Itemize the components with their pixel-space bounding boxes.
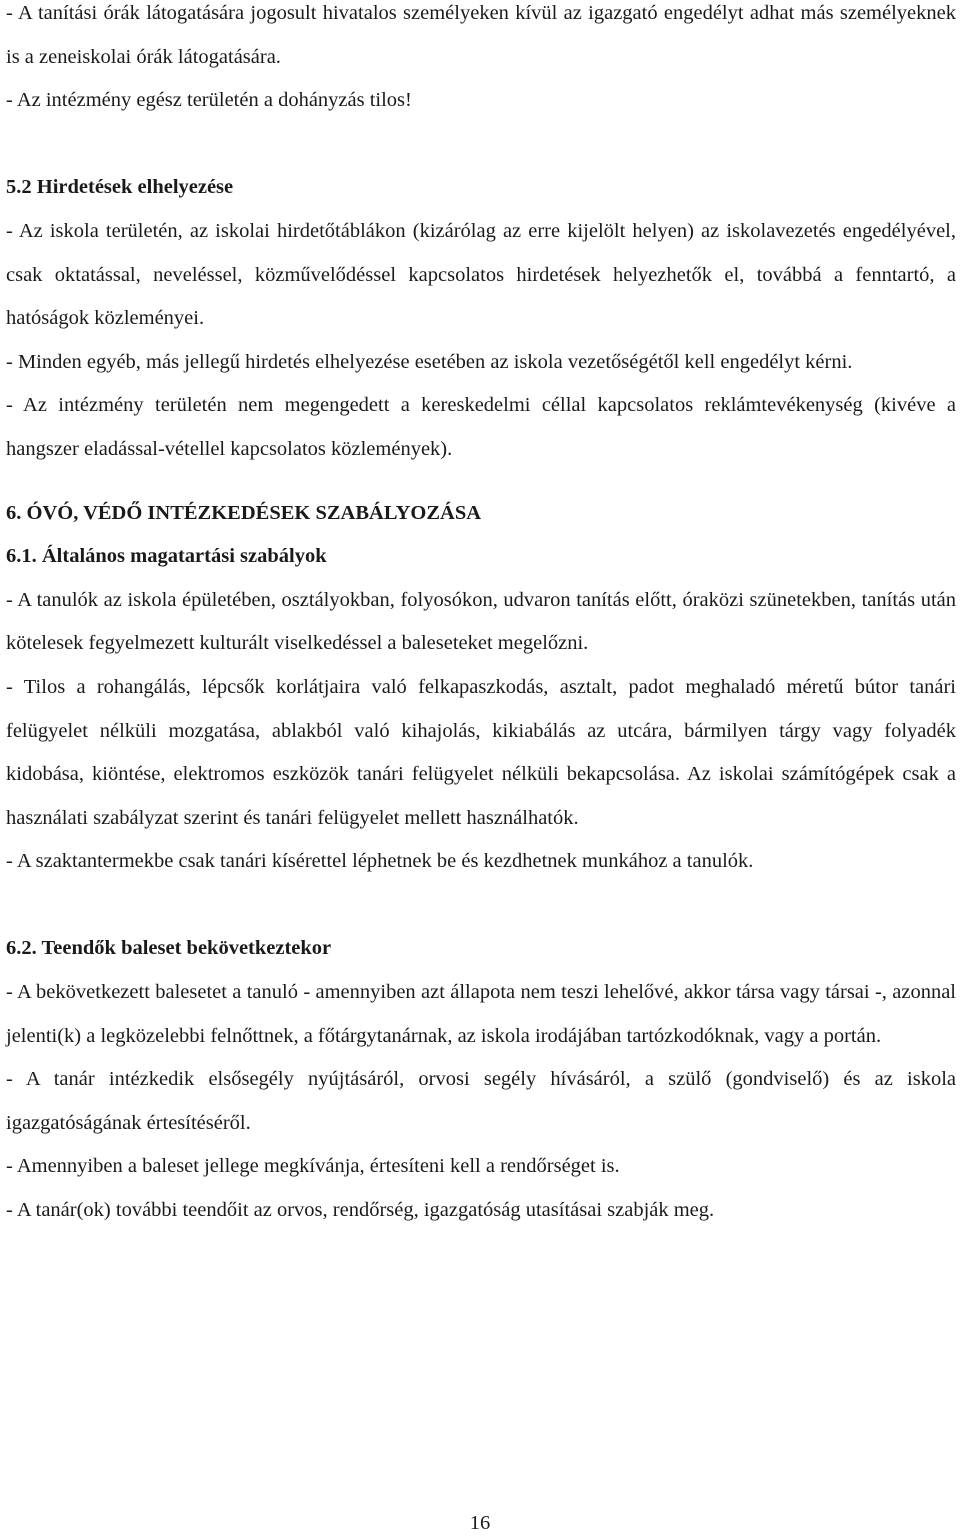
- spacer: [6, 472, 956, 492]
- section-5-2-paragraph-2: - Minden egyéb, más jellegű hirdetés elhelyezése esetében az iskola vezetőségétől kell engedélyt kérni.: [6, 350, 853, 373]
- section-6-2-paragraph-1: - A bekövetkezett balesetet a tanuló - amennyiben azt állapota nem teszi lehelővé, akkor társa vagy társai -, azonnal jelenti(k) a legközelebbi felnőttnek, a főtárgytanárnak, az iskola irodájában tartózkodóknak, vagy a portán.: [6, 981, 956, 1047]
- section-5-2-paragraph-1: - Az iskola területén, az iskolai hirdetőtáblákon (kizárólag az erre kijelölt helyen) az iskolavezetés engedélyével, csak oktatással, neveléssel, közművelődéssel kapcsolatos hirdetések helyezhetők el, továbbá a fenntartó, a hatóságok közleményei.: [6, 219, 956, 330]
- section-6-1-paragraph-3: - A szaktantermekbe csak tanári kísérettel léphetnek be és kezdhetnek munkához a tanulók.: [6, 850, 754, 873]
- section-6-2-paragraph-2: - A tanár intézkedik elsősegély nyújtásáról, orvosi segély hívásáról, a szülő (gondviselő) és az iskola igazgatóságának értesítéséről.: [6, 1068, 956, 1134]
- section-6-2-paragraph-4: - A tanár(ok) további teendőit az orvos, rendőrség, igazgatóság utasításai szabják meg.: [6, 1199, 715, 1222]
- document-page: [6, 0, 956, 1233]
- intro-paragraph-smoking: - Az intézmény egész területén a dohányzás tilos!: [6, 89, 412, 112]
- section-6-1-paragraph-2: - Tilos a rohangálás, lépcsők korlátjaira való felkapaszkodás, asztalt, padot meghaladó méretű bútor tanári felügyelet nélküli mozgatása, ablakból való kihajolás, kikiabálás az utcára, bármilyen tárgy vagy folyadék kidobása, kiöntése, elektromos eszközök tanári felügyelet nélküli bekapcsolása. Az iskolai számítógépek csak a használati szabályzat szerint és tanári felügyelet mellett használhatók.: [6, 675, 956, 829]
- section-6-2-paragraph-3: - Amennyiben a baleset jellege megkívánja, értesíteni kell a rendőrséget is.: [6, 1155, 620, 1178]
- page-number: 16: [469, 1512, 491, 1534]
- section-5-2-paragraph-3: - Az intézmény területén nem megengedett a kereskedelmi céllal kapcsolatos reklámtevékenység (kivéve a hangszer eladással-vétellel kapcsolatos közlemények).: [6, 394, 956, 460]
- intro-paragraph-visitors: - A tanítási órák látogatására jogosult hivatalos személyeken kívül az igazgató engedélyt adhat más személyeknek is a zeneiskolai órák látogatására.: [6, 2, 956, 68]
- section-5-2-heading: 5.2 Hirdetések elhelyezése: [6, 176, 234, 199]
- section-6-2-heading: 6.2. Teendők baleset bekövetkeztekor: [6, 937, 332, 960]
- section-6-heading: 6. ÓVÓ, VÉDŐ INTÉZKEDÉSEK SZABÁLYOZÁSA: [6, 501, 482, 524]
- section-6-1-paragraph-1: - A tanulók az iskola épületében, osztályokban, folyosókon, udvaron tanítás előtt, óraközi szünetekben, tanítás után kötelesek fegyelmezett kulturált viselkedéssel a baleseteket megelőzni.: [6, 588, 956, 655]
- spacer: [6, 884, 956, 928]
- section-6-1-heading: 6.1. Általános magatartási szabályok: [6, 545, 327, 568]
- spacer: [6, 123, 956, 167]
